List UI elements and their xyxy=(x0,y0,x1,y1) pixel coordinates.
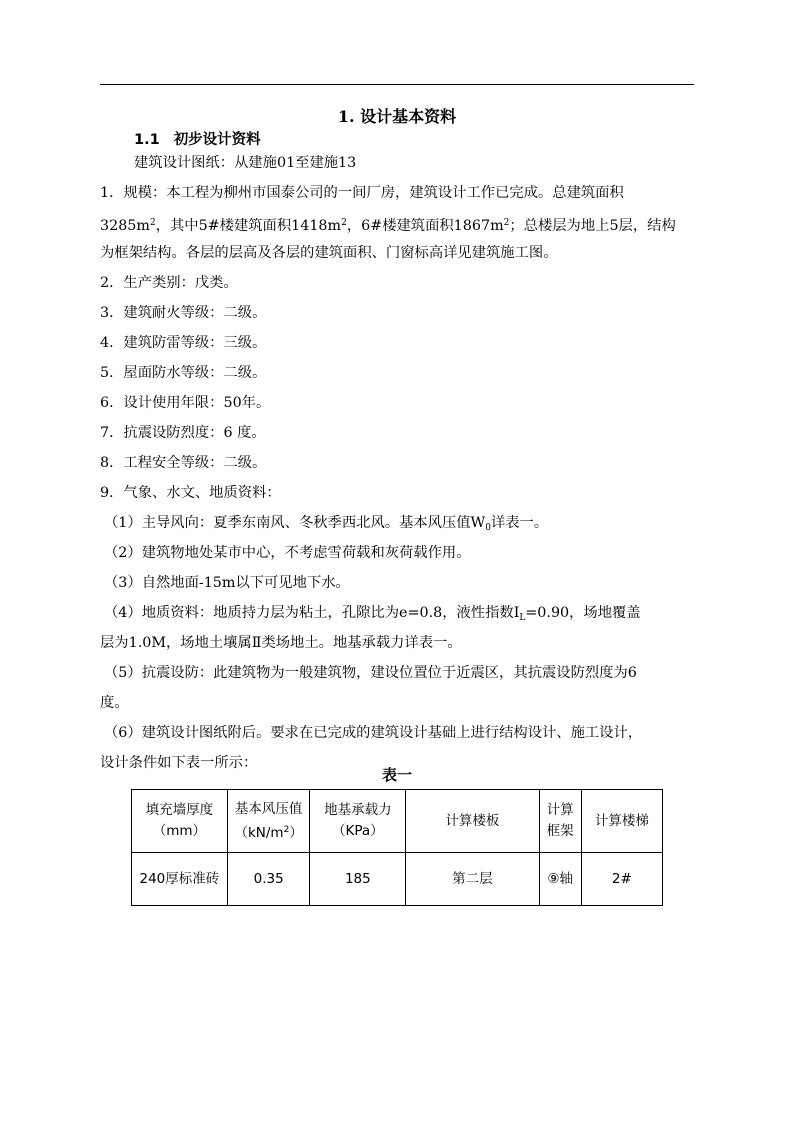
header-wind-unit-close: ） xyxy=(289,824,303,841)
section-heading xyxy=(134,128,261,149)
sub-item-4 xyxy=(104,603,698,628)
header-frame: 计算框架 xyxy=(539,790,581,853)
table-caption: 表一 xyxy=(381,766,412,784)
sub-item-1-text: （1）主导风向：夏季东南风、冬秋季西北风。基本风压值W xyxy=(104,515,486,531)
drawings-line: 建筑设计图纸：从建施01至建施13 xyxy=(134,155,357,171)
header-wind-pressure xyxy=(227,790,310,853)
list-item: 7．抗震设防烈度：6 度。 xyxy=(100,425,266,441)
cell-bearing-capacity: 185 xyxy=(310,853,406,906)
scale-building5-area: ，其中5#楼建筑面积1418m xyxy=(155,218,342,234)
cell-wall-thickness: 240厚标准砖 xyxy=(132,853,228,906)
header-bearing-capacity: 地基承载力（KPa） xyxy=(310,790,406,853)
header-stair: 计算楼梯 xyxy=(581,790,662,853)
scale-building6-area: ，6#楼建筑面积1867m xyxy=(346,218,504,234)
subscript: 0 xyxy=(485,523,491,533)
scale-floors: ；总楼层为地上5层，结构 xyxy=(509,218,676,234)
cell-slab: 第二层 xyxy=(406,853,539,906)
scale-line-1: 1．规模：本工程为柳州市国泰公司的一间厂房，建筑设计工作已完成。总建筑面积 xyxy=(100,185,624,201)
header-rule xyxy=(100,84,694,85)
list-item: 6．设计使用年限：50年。 xyxy=(100,395,271,411)
list-item: 5．屋面防水等级：二级。 xyxy=(100,365,267,381)
sub-item-2: （2）建筑物地处某市中心，不考虑雪荷载和灰荷载作用。 xyxy=(104,545,471,561)
scale-line-2 xyxy=(100,213,694,236)
scale-total-area: 3285m xyxy=(100,218,150,234)
area-unit-sup: 2 xyxy=(149,218,156,228)
page-title: 1. 设计基本资料 xyxy=(337,107,457,126)
list-item: 8．工程安全等级：二级。 xyxy=(100,455,267,471)
sub-item-4-text: （4）地质资料：地质持力层为粘土，孔隙比为e=0.8，液性指数I xyxy=(104,605,520,621)
cell-frame: ⑨轴 xyxy=(539,853,581,906)
unit-sup: 2 xyxy=(283,824,290,835)
scale-line-3: 为框架结构。各层的层高及各层的建筑面积、门窗标高详见建筑施工图。 xyxy=(100,245,558,261)
section-title: 初步设计资料 xyxy=(173,132,261,148)
header-wind-unit: （kN/m xyxy=(234,824,284,841)
list-item: 9．气象、水文、地质资料： xyxy=(100,485,281,501)
table-header-row xyxy=(132,790,663,853)
section-number: 1.1 xyxy=(134,132,160,148)
sub-item-5-line-2: 度。 xyxy=(100,695,129,711)
sub-item-6-line-2: 设计条件如下表一所示： xyxy=(100,755,258,771)
sub-item-1-tail: 详表一。 xyxy=(490,515,549,531)
sub-item-4-line-2: 层为1.0M，场地土壤属Ⅱ类场地土。地基承载力详表一。 xyxy=(100,635,462,651)
cell-wind-pressure: 0.35 xyxy=(227,853,310,906)
list-item: 2．生产类别：戊类。 xyxy=(100,275,238,291)
cell-stair: 2# xyxy=(581,853,662,906)
header-slab: 计算楼板 xyxy=(406,790,539,853)
header-wind-pressure-label: 基本风压值 xyxy=(234,800,303,817)
sub-item-5: （5）抗震设防：此建筑物为一般建筑物，建设位置位于近震区，其抗震设防烈度为6 xyxy=(104,665,637,681)
list-item: 3．建筑耐火等级：二级。 xyxy=(100,305,267,321)
sub-item-6: （6）建筑设计图纸附后。要求在已完成的建筑设计基础上进行结构设计、施工设计， xyxy=(104,725,643,741)
list-item: 4．建筑防雷等级：三级。 xyxy=(100,335,267,351)
table-row xyxy=(132,853,663,906)
subscript: L xyxy=(519,613,526,623)
area-unit-sup: 2 xyxy=(503,218,510,228)
sub-item-1 xyxy=(104,513,698,538)
area-unit-sup: 2 xyxy=(341,218,347,228)
sub-item-4-tail: =0.90，场地覆盖 xyxy=(525,605,641,621)
design-conditions-table xyxy=(131,789,663,906)
sub-item-3: （3）自然地面-15m以下可见地下水。 xyxy=(104,575,350,591)
header-wall-thickness: 填充墙厚度（mm） xyxy=(132,790,228,853)
